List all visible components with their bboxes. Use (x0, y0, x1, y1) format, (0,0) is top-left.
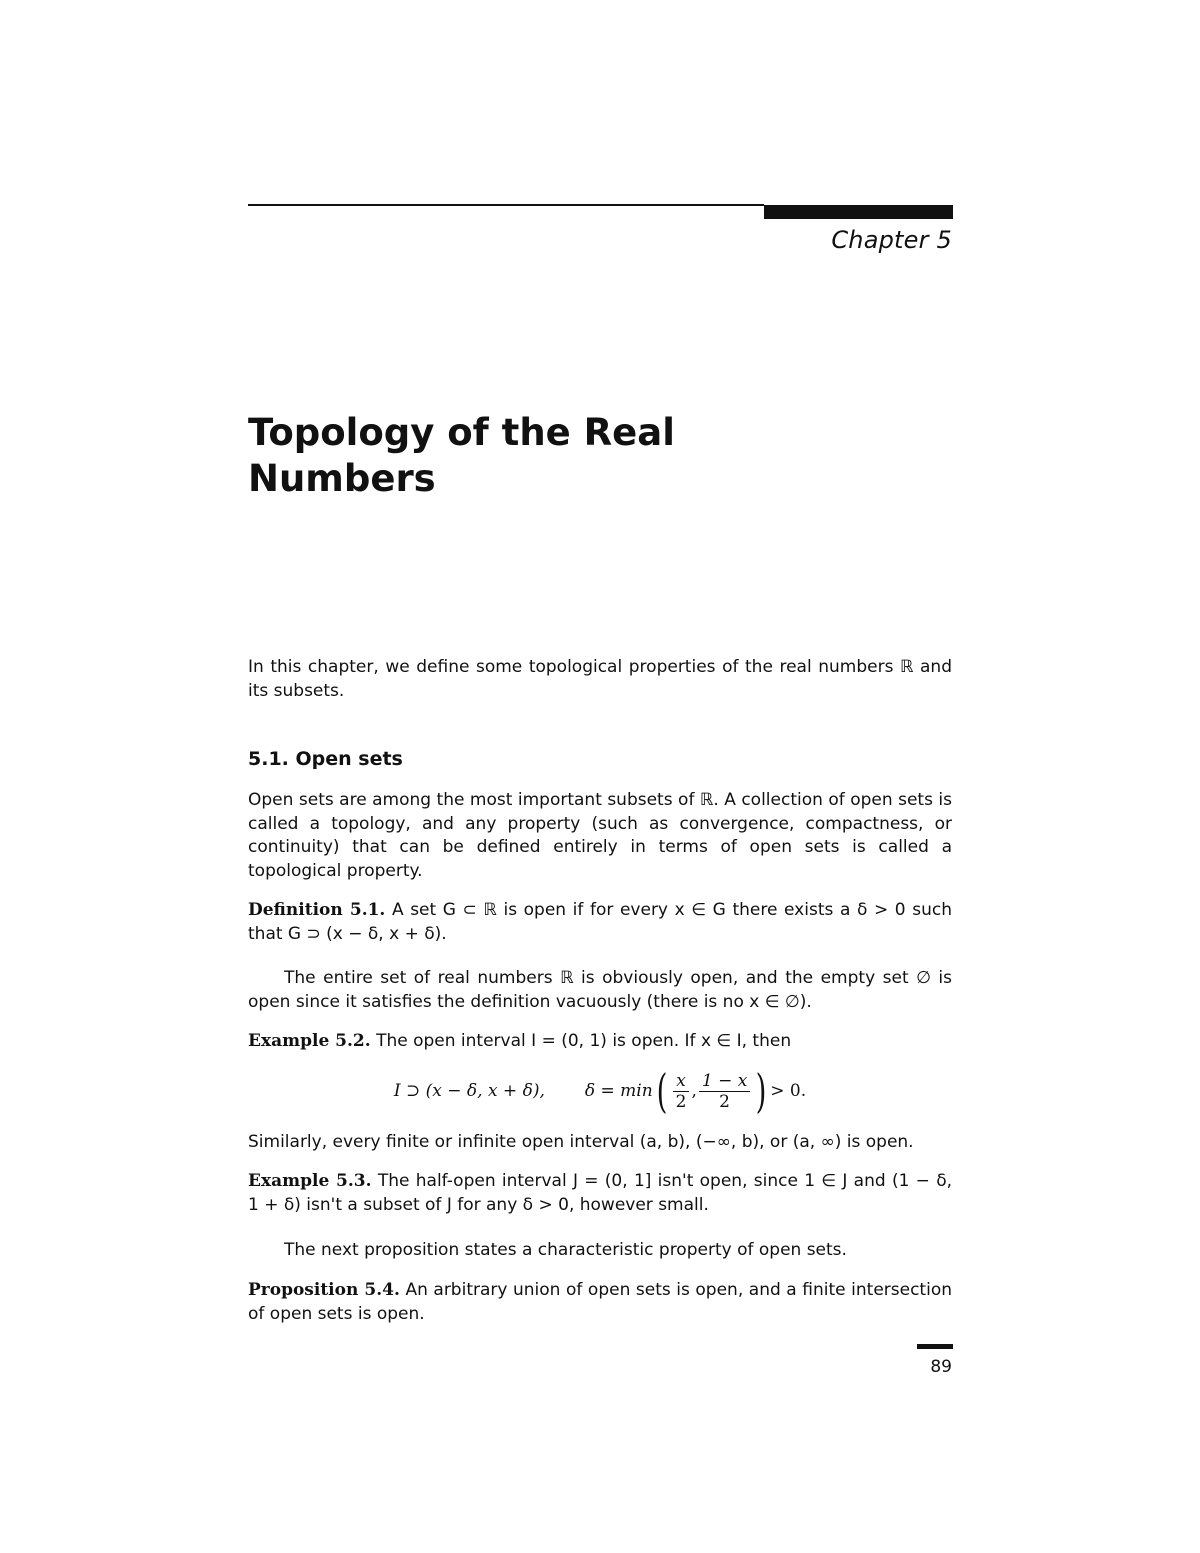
example-3-text: The half-open interval J = (0, 1] isn't open, since 1 ∈ J and (1 − δ, 1 + δ) isn't a subset of J for any δ > 0, however small. (248, 1171, 953, 1215)
header-thick-rule (764, 205, 953, 219)
chapter-title (248, 410, 808, 502)
chapter-label: Chapter 5 (831, 226, 952, 254)
example-2-label: Example 5.2. (248, 1031, 371, 1051)
similarly-paragraph: Similarly, every finite or infinite open interval (a, b), (−∞, b), or (a, ∞) is open. (248, 1132, 914, 1152)
example-3-block (248, 1170, 952, 1217)
proposition-text: An arbitrary union of open sets is open, and a finite intersection of open sets is open. (248, 1280, 952, 1324)
definition-text: A set G ⊂ ℝ is open if for every x ∈ G there exists a δ > 0 such that G ⊃ (x − δ, x + δ). (248, 900, 952, 944)
intro-paragraph: In this chapter, we define some topological properties of the real numbers ℝ and its subsets. (248, 657, 952, 701)
eq-frac-1 (673, 1071, 690, 1112)
eq-left-paren: ( (656, 1064, 668, 1118)
footer-rule (917, 1344, 953, 1349)
open-sets-paragraph: Open sets are among the most important subsets of ℝ. A collection of open sets is called a topology, and any property (such as convergence, compactness, or continuity) that can be defined entirely in terms of open sets is called a topological property. (248, 790, 952, 881)
header-thin-rule (248, 204, 764, 206)
display-equation (248, 1066, 952, 1118)
example-3-label: Example 5.3. (248, 1171, 372, 1191)
eq-frac-2 (699, 1071, 750, 1112)
eq-tail: > 0. (770, 1081, 807, 1101)
definition-block (248, 899, 952, 946)
eq-right-paren: ) (755, 1064, 767, 1118)
next-proposition-paragraph: The next proposition states a characteristic property of open sets. (284, 1240, 847, 1260)
example-2-block (248, 1030, 952, 1054)
eq-frac-1-den: 2 (675, 1091, 687, 1112)
example-2-text: The open interval I = (0, 1) is open. If x ∈ I, then (376, 1031, 792, 1051)
page-number: 89 (930, 1357, 952, 1377)
chapter-title-line2: Numbers (248, 457, 436, 500)
proposition-block (248, 1279, 952, 1326)
eq-frac-2-den: 2 (719, 1091, 730, 1112)
chapter-title-line1: Topology of the Real (248, 411, 675, 454)
entire-set-paragraph: The entire set of real numbers ℝ is obviously open, and the empty set ∅ is open since it satisfies the definition vacuously (there is no x ∈ ∅). (248, 968, 952, 1012)
eq-comma: , (691, 1081, 697, 1101)
eq-frac-2-num: 1 − x (699, 1071, 750, 1092)
proposition-label: Proposition 5.4. (248, 1280, 400, 1300)
eq-delta-min: δ = min (584, 1081, 653, 1101)
definition-label: Definition 5.1. (248, 900, 386, 920)
eq-frac-1-num: x (673, 1071, 689, 1092)
eq-left: I ⊃ (x − δ, x + δ), (393, 1081, 545, 1101)
section-heading: 5.1. Open sets (248, 748, 403, 770)
